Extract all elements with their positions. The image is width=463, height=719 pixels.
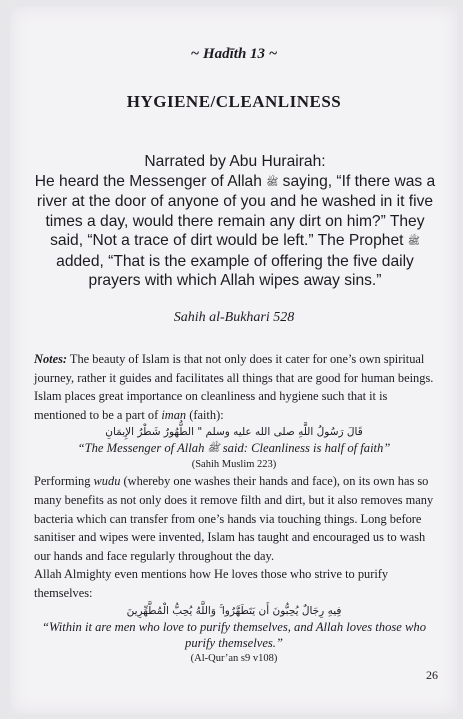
hadith-number: ~ Hadīth 13 ~	[190, 46, 278, 62]
arabic-hadith-text: قَالَ رَسُولُ اللَّهِ صلى الله عليه وسلم " الطُّهُورُ شَطْرُ الإِيمَانِ	[105, 426, 363, 439]
page-number: 26	[426, 668, 438, 682]
hadith-narration	[28, 152, 442, 291]
chapter-title: HYGIENE/CLEANLINESS	[126, 92, 342, 111]
hadith-reference: (Sahih Muslim 223)	[191, 459, 277, 471]
notes-paragraph-1: Notes: The beauty of Islam is that not only does it cater for one’s own spiritual journey, rather it guides and facilitates all things that are good for human beings. Islam places great importance on cleanliness and hygiene such that it is mentioned to be a part of iman (faith):	[34, 352, 434, 422]
salutation-icon: ﷺ	[207, 443, 220, 455]
narration-text: He heard the Messenger of Allah ﷺ saying, “If there was a river at the door of anyone of you and he washed in it five times a day, would there remain any dirt on him?” They said, “Not a trace of dirt would be left.” The Prophet ﷺ added, “That is the example of offering the five daily prayers with which Allah wipes away sins.”	[34, 172, 436, 289]
arabic-verse-text: فِيهِ رِجَالٌ يُحِبُّونَ أَن يَتَطَهَّرُوا ۚ وَاللَّهُ يُحِبُّ الْمُطَّهِّرِينَ	[126, 604, 342, 617]
notes-section	[34, 350, 434, 666]
verse-quote: “Within it are men who love to purify themselves, and Allah loves those who purify themselves.”	[41, 619, 427, 650]
hadith-source: Sahih al-Bukhari 528	[173, 310, 295, 325]
book-page	[10, 6, 458, 714]
notes-paragraph-3: Allah Almighty even mentions how He loves those who strive to purify themselves:	[34, 567, 389, 600]
salutation-icon: ﷺ	[266, 176, 279, 188]
verse-reference: (Al-Qur’an s9 v108)	[190, 652, 278, 664]
narrator-line: Narrated by Abu Hurairah:	[144, 153, 326, 170]
notes-label: Notes:	[34, 352, 68, 366]
salutation-icon: ﷺ	[407, 236, 420, 247]
notes-paragraph-2: Performing wudu (whereby one washes their hands and face), on its own has so many benefits as not only does it remove filth and dirt, but it also removes many bacteria which can transfer from one’s hands via touching things. Long before sanitiser and wipes were invented, Islam has taught and encouraged us to wash our hands and face regularly throughout the day.	[34, 474, 434, 563]
hadith-quote: “The Messenger of Allah ﷺ said: Cleanliness is half of faith”	[77, 441, 391, 456]
